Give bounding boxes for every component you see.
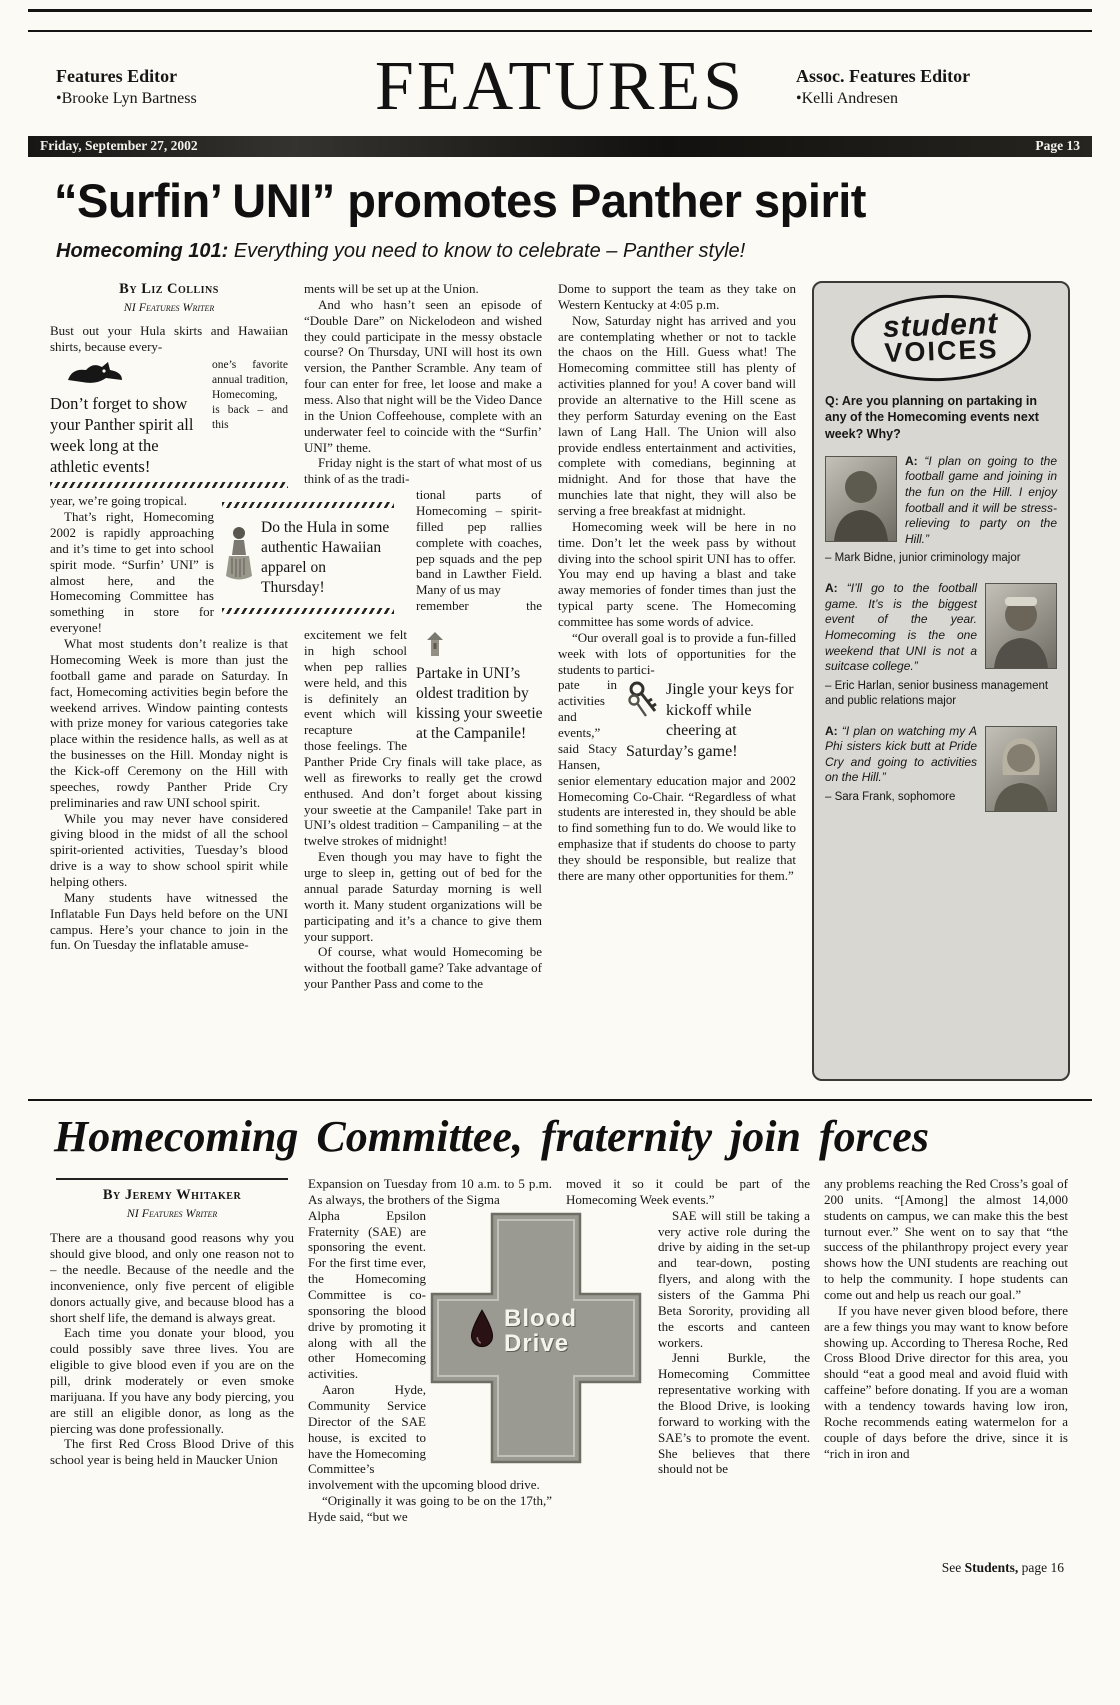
voices-logo-bottom: VOICES [883, 333, 999, 368]
article2-column-1 [50, 1176, 294, 1578]
byline-block [50, 281, 288, 314]
decorative-rule [222, 502, 394, 508]
body-paragraph: Bust out your Hula skirts and Hawaiian shirts, because every- [50, 323, 288, 355]
panther-logo-icon [66, 360, 204, 390]
blood-label-bottom: Drive [504, 1330, 570, 1358]
answer-quote: “I’ll go to the football game. It’s is the biggest event of the year. Homecoming is the one weekend that UNI is not a suitcase college.” [825, 581, 977, 674]
features-editor-role: Features Editor [56, 66, 178, 86]
body-paragraph: And who hasn’t seen an episode of “Double Dare” on Nickelodeon and wished they could participate in the messy obstacle course? On Thursday, UNI will host its own version, the Panther Scramble. Any team of four can enter for free, let loose and make a mess. Also that night will be the Video Dance in the Union Coffeehouse, complete with an underwater feel to coincide with the “Surfin’ UNI” theme. [304, 296, 542, 455]
byline-block [56, 1178, 288, 1220]
second-article-columns [50, 1176, 1070, 1578]
answer-prefix: A: [825, 723, 838, 738]
features-editor-block [56, 66, 324, 108]
subhead-kicker: Homecoming 101: [56, 240, 229, 262]
pull-quote-panther [50, 358, 204, 477]
voice-entry [825, 724, 1057, 805]
pull-quote-text: Jingle your keys for kickoff while cheering at Saturday’s game! [626, 681, 794, 760]
pull-quote-text: Don’t forget to show your Panther spirit all week long at the athletic events! [50, 393, 194, 477]
body-paragraph: Jenni Burkle, the Homecoming Committee representative working with the Blood Drive, is looking forward to working with the SAE’s to promote the event. She believes that there should not be [658, 1350, 810, 1477]
body-paragraph: ments will be set up at the Union. [304, 281, 479, 296]
date-bar [28, 136, 1092, 157]
voice-attribution: – Eric Harlan, senior business management and public relations major [825, 679, 1049, 707]
article2-column-4 [824, 1176, 1068, 1578]
see-prefix: See [941, 1559, 965, 1575]
body-paragraph: While you may never have considered giving blood in the midst of all the school spirit-oriented activities, Tuesday’s blood drive is a way to show school spirit while helping others. [50, 810, 288, 889]
body-paragraph: Aaron Hyde, Community Service Director of the SAE house, is excited to have the Homecoming Committee’s involvement with the upcoming blood drive. [308, 1382, 540, 1493]
body-paragraph: What most students don’t realize is that Homecoming Week is more than just the football game and parade on Saturday. In fact, Homecoming activities begin before the weekend arrives. Window painting contests with prize money for various categories take place within the residence halls, as well as at the businesses on the Hill. Monday night is the Kick-off Ceremony on the Hill with speeches, rowdy Panther Pride Cry preliminaries and raw UNI school spirit. [50, 636, 288, 810]
voice-entry [825, 454, 1057, 567]
second-article [50, 1111, 1070, 1578]
assoc-features-editor-block [796, 66, 1064, 108]
wrap-side-text: one’s favorite annual tradition, Homecoming, is back – and this [212, 359, 288, 431]
body-paragraph: Each time you donate your blood, you could possibly save three lives. You are eligible to give blood even if you are on the pill, drink moderately or even smoke marijuana. If you have any body piercing, you are still an eligible donor, as long as the piercing was done professionally. [50, 1325, 294, 1436]
body-paragraph: Even though you may have to fight the urge to sleep in, getting out of bed for the annual parade Saturday morning is well worth it. Many student organizations will be participating and it’s a chance to give them your support. [304, 849, 542, 944]
pull-quote-hula [222, 497, 394, 618]
lead-headline: “Surfin’ UNI” promotes Panther spirit [54, 174, 866, 227]
body-paragraph: Now, Saturday night has arrived and you are contemplating whether or not to tackle the chaos on the Hill. Guess what! The Homecoming committee still has plenty of activities planned for you! A cover band will provide an alternative to the Hill scene as they perform Saturday evening on the East lawn of Lang Hall. The Union will also provide endless entertainment and activities, complete with comedians, beginning at midnight. And for those that have the munchies late that night, they will also be serving a free breakfast at midnight. [558, 312, 796, 519]
body-paragraph: those feelings. The Panther Pride Cry finals will take place, as well as fireworks to really get the crowd enthused. And don’t forget about kissing your sweetie at the Campanile! Take part in UNI’s oldest tradition – Campaniling – at the twelve strokes of midnight! [304, 738, 542, 849]
continuation-note [932, 1560, 1064, 1576]
body-paragraph: Many students have witnessed the Inflatable Fun Days held before on the UNI campus. Here’s your chance to join in the fun. On Tuesday the inflatable amuse- [50, 889, 288, 953]
lead-article-columns [50, 281, 1070, 1081]
article-column-3 [558, 281, 796, 1081]
blood-drive-label-group [468, 1306, 577, 1356]
body-paragraph: “Our overall goal is to provide a fun-filled week with lots of opportunities for the students to partici- [558, 629, 796, 677]
body-paragraph: moved it so it could be part of the Homecoming Week events.” [566, 1176, 810, 1207]
body-paragraph: Alpha Epsilon Fraternity (SAE) are sponsoring the event. For the first time ever, the Homecoming Committee is co-sponsoring the blood drive by promoting it along with all the other Homecoming activities. [308, 1207, 426, 1382]
answer-quote: “I plan on watching my A Phi sisters kick butt at Pride Cry and going to activities on the Hill.” [825, 723, 978, 785]
voice-entry [825, 581, 1057, 708]
photo-sara-frank [985, 726, 1057, 812]
blood-drive-graphic [430, 1212, 642, 1464]
pull-quote-text: Do the Hula in some authentic Hawaiian apparel on Thursday! [261, 519, 390, 596]
body-paragraph: year, we’re going tropical. [50, 493, 188, 509]
page-number: Page 13 [1035, 138, 1080, 153]
assoc-features-editor-name: •Kelli Andresen [795, 90, 899, 107]
body-paragraph: The first Red Cross Blood Drive of this school year is being held in Maucker Union [50, 1436, 294, 1468]
top-rule [28, 9, 1092, 12]
assoc-features-editor-role: Assoc. Features Editor [795, 66, 971, 86]
body-paragraph: tional parts of Homecoming – spirit-filled pep rallies complete with coaches, pep squads and the pep band in Lawther Field. Many of us may [416, 487, 542, 598]
section-divider [28, 1099, 1092, 1101]
pull-quote-campanile [416, 630, 556, 743]
body-paragraph: remember the excitement we felt in high school when pep rallies were held, and this is definitely an event which will recapture [304, 598, 542, 738]
pull-quote-keys [626, 680, 802, 762]
campanile-icon [422, 630, 556, 662]
lead-article [50, 173, 1070, 1081]
byline-author: By Liz Collins [119, 281, 219, 297]
photo-eric-harlan [985, 583, 1057, 669]
body-paragraph: Expansion on Tuesday from 10 a.m. to 5 p.m. As always, the brothers of the Sigma [308, 1176, 552, 1207]
hula-dancer-icon [224, 525, 254, 591]
byline-author: By Jeremy Whitaker [102, 1187, 242, 1203]
byline-role: NI Features Writer [123, 299, 215, 314]
voice-attribution: – Mark Bidne, junior criminology major [825, 552, 1021, 565]
decorative-rule [222, 608, 394, 614]
voice-attribution: – Sara Frank, sophomore [825, 791, 956, 804]
body-paragraph: “Originally it was going to be on the 17th,” Hyde said, “but we [308, 1493, 552, 1525]
masthead [50, 32, 1070, 130]
lead-subhead [56, 240, 1070, 263]
pull-quote-text: Partake in UNI’s oldest tradition by kissing your sweetie at the Campanile! [416, 665, 543, 742]
article-column-1 [50, 281, 390, 1081]
pull-quote-hula-inner [222, 513, 394, 602]
body-paragraph: Friday night is the start of what most of us think of as the tradi- [304, 455, 542, 487]
decorative-rule [50, 482, 288, 488]
photo-mark-bidne [825, 456, 897, 542]
section-title: FEATURES [374, 48, 746, 125]
byline-role: NI Features Writer [126, 1205, 218, 1220]
body-paragraph: If you have never given blood before, there are a few things you may want to know before showing up. According to Theresa Roche, Red Cross Blood Drive director for this area, you should “eat a good meal and avoid fluid with caffeine” before donating. If you are a woman with a tendency towards having low iron, Roche recommends eating watermelon for a couple of days before the drive, since it is “rich in iron and [824, 1302, 1068, 1461]
student-voices-box [812, 281, 1070, 1081]
answer-prefix: A: [825, 581, 838, 596]
keys-icon [626, 680, 660, 724]
body-paragraph: There are a thousand good reasons why you should give blood, and only one reason not to – the needle. Because of the needle and the inconvenience, only five percent of eligible donors actually give, and because blood has a short shelf life, the demand is always great. [50, 1230, 294, 1325]
article-column-2 [304, 281, 542, 1081]
answer-prefix: A: [905, 453, 918, 468]
newspaper-page [0, 9, 1120, 1705]
body-paragraph: That’s right, Homecoming 2002 is rapidly approaching and it’s time to get into school spirit mode. “Surfin’ UNI” is almost here, and the Homecoming Committee has something in store for everyone! [50, 509, 214, 636]
body-paragraph: pate in activities and events,” said Stacy Hansen, senior elementary education major and 2002 Homecoming Co-Chair. “Regardless of what students are interested in, they should be able to find something fun to do. We would like to emphasize that if students do choose to party they should be responsible, but realize that there are many other opportunities for them.” [558, 677, 796, 883]
voices-logo-top: student [882, 306, 999, 344]
body-paragraph: any problems reaching the Red Cross’s goal of 200 units. “[Among] the almost 14,000 students on campus, we can make this the best turnout ever.” She went on to say that “the success of the philanthropy project every year shows how the UNI students are reaching out to help the community. I hope students can come out and help us reach our goal.” [824, 1176, 1068, 1303]
body-paragraph: Homecoming week will be here in no time. Don’t let the week pass by without diving into the school spirit UNI has to offer. You may end up having a blast and take away memories of fonder times than just the typical party scene. The Homecoming committee has some words of advice. [558, 518, 796, 630]
pull-quote-panther-row [50, 358, 288, 477]
blood-drop-icon [468, 1308, 496, 1354]
body-paragraph: Of course, what would Homecoming be without the football game? Take advantage of your Panther Pass and come to the [304, 944, 542, 992]
see-target: Students, [964, 1559, 1019, 1575]
second-headline: Homecoming Committee, fraternity join forces [54, 1112, 929, 1161]
body-paragraph: SAE will still be taking a very active role during the drive by aiding in the set-up and tear-down, posting flyers, and along with the sisters of the Gamma Phi Beta Sorority, providing all the escorts and canteen workers. [658, 1207, 810, 1350]
blood-label-top: Blood [504, 1305, 577, 1332]
voices-question: Q: Are you planning on partaking in any of the Homecoming events next week? Why? [825, 394, 1039, 441]
see-rest: page 16 [1018, 1559, 1064, 1575]
answer-quote: “I plan on going to the football game and joining in the fun on the Hill. I enjoy football and it will be stress-relieving to party on the Hill.” [905, 453, 1057, 546]
blood-drive-label [504, 1306, 577, 1356]
student-voices-logo [850, 292, 1033, 384]
body-paragraph: Dome to support the team as they take on Western Kentucky at 4:05 p.m. [558, 281, 796, 312]
features-editor-name: •Brooke Lyn Bartness [56, 90, 197, 107]
date-text: Friday, September 27, 2002 [40, 138, 198, 153]
subhead-text: Everything you need to know to celebrate – Panther style! [228, 240, 746, 262]
